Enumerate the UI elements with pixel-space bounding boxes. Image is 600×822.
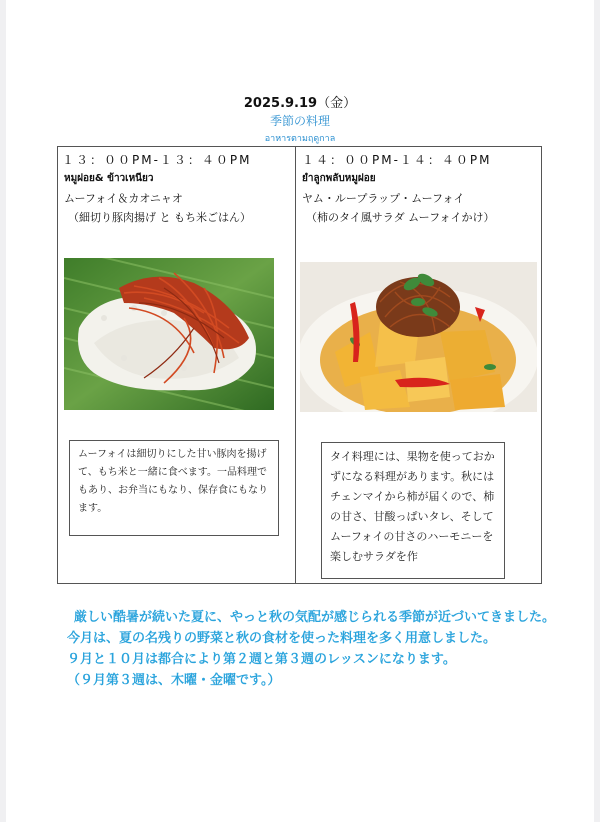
page-subtitle: 季節の料理	[269, 114, 330, 128]
menu-column-left	[58, 147, 295, 583]
dish-description-left: ムーフォイは細切りにした甘い豚肉を揚げて、もち米と一緒に食べます。一品料理でもあり、お弁当にもなり、保存食にもなります。	[69, 440, 279, 536]
dish-jp-desc-left: （細切り豚肉揚げ と もち米ごはん）	[68, 211, 251, 224]
note-2: 今月は、夏の名残りの野菜と秋の食材を使った料理を多く用意しました。	[67, 631, 497, 646]
note-3: ９月と１０月は都合により第２週と第３週のレッスンになります。	[67, 652, 456, 667]
sticky-rice-icon	[64, 258, 274, 410]
dish-photo-right	[300, 262, 537, 412]
dish-jp-name-left: ムーフォイ＆カオニャオ	[64, 192, 183, 205]
dish-description-right: タイ料理には、果物を使っておかずになる料理があります。秋にはチェンマイから柿が届くので、柿の甘さ、甘酸っぱいタレ、そしてムーフォイの甘さのハーモニーを楽しむサラダを作	[321, 442, 505, 579]
dish-thai-name-left: หมูฝอย& ข้าวเหนียว	[64, 173, 154, 184]
thai-subtitle: อาหารตามฤดูกาล	[264, 134, 336, 144]
date-text: 2025.9.19	[243, 96, 318, 111]
note-1: 厳しい酷暑が続いた夏に、やっと秋の気配が感じられる季節が近づいてきました。	[74, 610, 556, 625]
notes-block	[69, 607, 559, 691]
dish-jp-name-right: ヤム・ループラップ・ムーフォイ	[302, 192, 465, 205]
dish-photo-left	[64, 258, 274, 410]
weekday-text: （金）	[317, 96, 357, 111]
time-slot-right: １４：００PM-１４：４０PM	[302, 153, 492, 167]
menu-table	[57, 146, 542, 584]
lesson-date	[0, 92, 600, 111]
dish-thai-name-right: ยำลูกพลับหมูฝอย	[302, 173, 376, 184]
menu-column-right	[296, 147, 541, 583]
dish-jp-desc-right: （柿のタイ風サラダ ムーフォイかけ）	[306, 211, 495, 224]
persimmon-salad-icon	[300, 262, 537, 412]
note-4: （９月第３週は、木曜・金曜です。）	[67, 673, 281, 688]
time-slot-left: １３：００PM-１３：４０PM	[62, 153, 252, 167]
